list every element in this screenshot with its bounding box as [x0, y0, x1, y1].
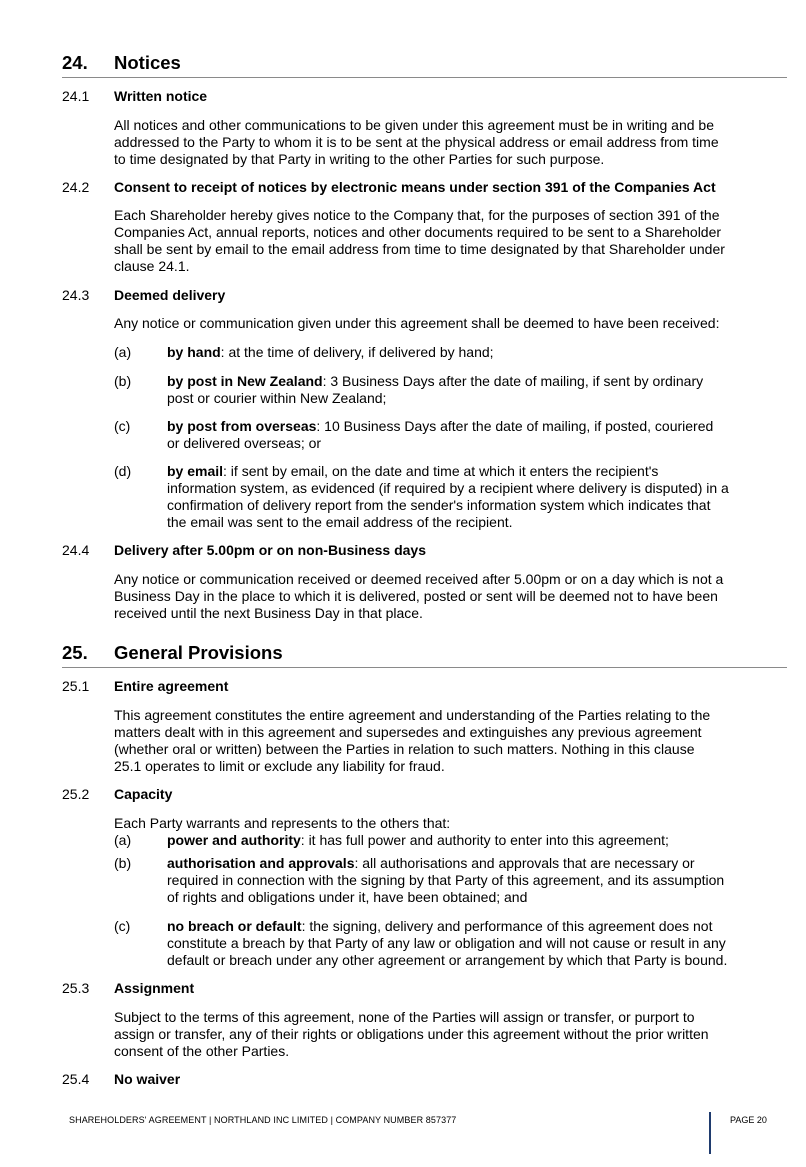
section-number: 25.	[62, 642, 88, 663]
text-line: Each Shareholder hereby gives notice to the Company that, for the purposes of section 391 of the	[114, 207, 720, 223]
item-term: power and authority	[167, 832, 301, 848]
text-line: to time designated by that Party in writing to the other Parties for such purpose.	[114, 151, 605, 167]
item-term: no breach or default	[167, 918, 302, 934]
clause-title: Consent to receipt of notices by electronic means under section 391 of the Companies Act	[114, 179, 716, 195]
item-text: : the signing, delivery and performance of this agreement does not	[301, 918, 713, 934]
item-text: : all authorisations and approvals that are necessary or	[354, 855, 695, 871]
footer-divider	[709, 1112, 711, 1154]
text-line: 25.1 operates to limit or exclude any liability for fraud.	[114, 758, 445, 774]
clause-paragraph	[114, 1009, 754, 1060]
clause-title: Written notice	[114, 88, 208, 104]
section-heading	[62, 642, 787, 668]
text-line: clause 24.1.	[114, 258, 190, 274]
clause-number: 24.4	[62, 542, 90, 558]
clause-paragraph	[114, 571, 754, 622]
footer-page-number: PAGE 20	[730, 1115, 767, 1125]
item-text: : if sent by email, on the date and time at which it enters the recipient's	[223, 463, 659, 479]
item-label: (a)	[114, 832, 132, 848]
item-text: constitute a breach by that Party of any law or obligation and will not cause or result in any	[167, 935, 726, 951]
item-label: (b)	[114, 855, 132, 871]
text-line: shall be sent by email to the email address from time to time designated by that Shareholder under	[114, 241, 725, 257]
clause-paragraph	[114, 707, 754, 775]
clause-number: 25.1	[62, 678, 90, 694]
text-line: addressed to the Party to whom it is to be sent at the physical address or email address from time	[114, 134, 719, 150]
clause-paragraph	[114, 207, 754, 275]
item-label: (c)	[114, 918, 131, 934]
footer-document-title: SHAREHOLDERS' AGREEMENT | NORTHLAND INC LIMITED | COMPANY NUMBER 857377	[69, 1115, 457, 1125]
item-label: (b)	[114, 373, 132, 389]
clause-title: Deemed delivery	[114, 287, 226, 303]
text-line: (whether oral or written) between the Parties in relation to such matters. Nothing in this clause	[114, 741, 695, 757]
item-text: : 10 Business Days after the date of mailing, if posted, couriered	[316, 418, 714, 434]
item-text: : at the time of delivery, if delivered by hand;	[220, 344, 494, 360]
text-line: Any notice or communication received or deemed received after 5.00pm or on a day which is not a	[114, 571, 724, 587]
item-term: by hand	[167, 344, 221, 360]
clause-number: 24.3	[62, 287, 90, 303]
item-text: information system, as evidenced (if required by a recipient where delivery is disputed) in a	[167, 480, 729, 496]
text-line: matters dealt with in this agreement and supersedes and extinguishes any previous agreement	[114, 724, 702, 740]
item-label: (a)	[114, 344, 132, 360]
text-line: consent of the other Parties.	[114, 1043, 290, 1059]
section-heading	[62, 52, 787, 78]
item-term: by post from overseas	[167, 418, 317, 434]
item-term: authorisation and approvals	[167, 855, 355, 871]
item-text: default or breach under any other agreement or arrangement by which that Party is bound.	[167, 952, 728, 968]
text-line: Any notice or communication given under this agreement shall be deemed to have been received:	[114, 315, 720, 331]
clause-intro	[114, 315, 754, 332]
text-line: All notices and other communications to be given under this agreement must be in writing and be	[114, 117, 715, 133]
clause-number: 25.2	[62, 786, 90, 802]
item-text: : it has full power and authority to enter into this agreement;	[300, 832, 669, 848]
item-term: by email	[167, 463, 224, 479]
clause-title: Delivery after 5.00pm or on non-Business days	[114, 542, 426, 558]
text-line: received until the next Business Day in that place.	[114, 605, 423, 621]
item-text: the email was sent to the email address of the recipient.	[167, 514, 513, 530]
text-line: This agreement constitutes the entire agreement and understanding of the Parties relating to the	[114, 707, 711, 723]
text-line: Each Party warrants and represents to the others that:	[114, 815, 451, 831]
clause-title: No waiver	[114, 1071, 181, 1087]
item-term: by post in New Zealand	[167, 373, 323, 389]
clause-number: 25.3	[62, 980, 90, 996]
text-line: Business Day in the place to which it is delivered, posted or sent will be deemed not to have been	[114, 588, 718, 604]
text-line: assign or transfer, any of their rights or obligations under this agreement without the prior written	[114, 1026, 709, 1042]
clause-intro	[114, 815, 754, 832]
section-title: General Provisions	[114, 642, 283, 663]
clause-number: 24.1	[62, 88, 90, 104]
section-title: Notices	[114, 52, 181, 73]
clause-number: 25.4	[62, 1071, 90, 1087]
clause-number: 24.2	[62, 179, 90, 195]
item-text: confirmation of delivery report from the sender's information system which indicates that	[167, 497, 711, 513]
item-text: : 3 Business Days after the date of mailing, if sent by ordinary	[322, 373, 704, 389]
item-label: (c)	[114, 418, 131, 434]
clause-title: Capacity	[114, 786, 173, 802]
text-line: Companies Act, annual reports, notices and other documents required to be sent to a Shareholder	[114, 224, 722, 240]
clause-title: Assignment	[114, 980, 195, 996]
item-text: post or courier within New Zealand;	[167, 390, 387, 406]
item-text: required in connection with the signing by that Party of this agreement, and its assumption	[167, 872, 725, 888]
item-label: (d)	[114, 463, 132, 479]
section-number: 24.	[62, 52, 88, 73]
clause-title: Entire agreement	[114, 678, 229, 694]
item-text: or delivered overseas; or	[167, 435, 322, 451]
text-line: Subject to the terms of this agreement, none of the Parties will assign or transfer, or purport to	[114, 1009, 695, 1025]
clause-paragraph	[114, 117, 754, 168]
item-text: of rights and obligations under it, have been obtained; and	[167, 889, 528, 905]
